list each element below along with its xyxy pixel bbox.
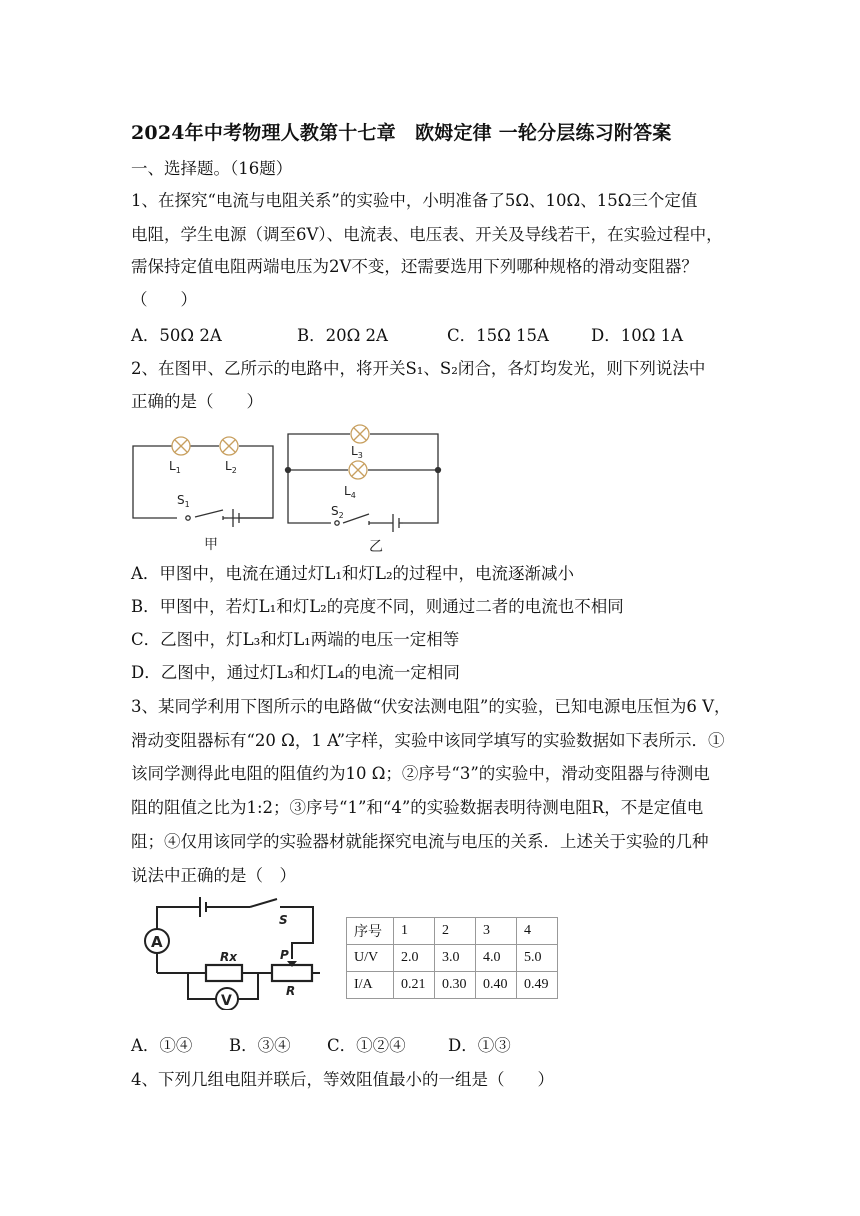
q3-options [131,1035,511,1057]
q2-circuit-figure [125,418,455,556]
voltmeter-icon [216,988,238,1010]
l1-label: L [169,459,176,473]
rx-resistor [206,965,242,981]
q3-option-b[interactable]: B．③④ [229,1036,291,1055]
q2-option-d[interactable]: D．乙图中，通过灯L₃和灯L₄的电流一定相同 [131,663,460,682]
q1-option-b[interactable]: B．20Ω 2A [297,326,388,345]
table-cell: 2 [435,918,476,945]
fig-caption-yi: 乙 [369,539,383,555]
q1-text-line: 1、在探究“电流与电阻关系”的实验中，小明准备了5Ω、10Ω、15Ω三个定值 [131,191,698,210]
table-cell: 5.0 [517,945,558,972]
p-label: P [280,948,289,962]
q3-text-line: 阻；④仅用该同学的实验器材就能探究电流与电压的关系．上述关于实验的几种 [131,832,709,851]
switch-label: S [279,913,288,927]
q3-option-c[interactable]: C．①②④ [327,1036,406,1055]
table-row [347,945,558,972]
svg-text:S1: $S_1$ [177,493,190,509]
table-cell: 4 [517,918,558,945]
table-cell: 序号 [347,918,394,945]
table-cell: 4.0 [476,945,517,972]
rx-label: Rx [220,950,237,964]
q1-option-d[interactable]: D．10Ω 1A [591,326,684,345]
table-cell: 0.40 [476,972,517,999]
ammeter-label: A [151,933,163,951]
lamp-l1-icon [172,437,190,455]
table-row [347,972,558,999]
r-label: R [286,984,296,998]
svg-text:L2: $L_2$ [225,459,237,475]
q3-option-d[interactable]: D．①③ [448,1036,511,1055]
q1-options [131,325,683,347]
section-heading: 一、选择题。（16题） [131,159,293,178]
table-cell: 0.21 [394,972,435,999]
svg-text:L3: $L_3$ [351,444,363,460]
page-title: 2024年中考物理人教第十七章 欧姆定律 一轮分层练习附答案 [131,122,672,144]
table-cell: 0.30 [435,972,476,999]
q3-circuit-figure [140,895,330,1010]
lamp-l2-icon [220,437,238,455]
ammeter-icon [145,929,169,953]
table-cell: 1 [394,918,435,945]
q2-text-line: 2、在图甲、乙所示的电路中，将开关S₁、S₂闭合，各灯均发光，则下列说法中 [131,359,706,378]
q1-text-line: 电阻，学生电源（调至6V）、电流表、电压表、开关及导线若干，在实验过程中， [131,225,723,244]
switch-lever [250,899,277,907]
yi-wire [288,434,350,523]
table-cell: U/V [347,945,394,972]
table-cell: 2.0 [394,945,435,972]
table-cell: 0.49 [517,972,558,999]
q2-option-a[interactable]: A．甲图中，电流在通过灯L₁和灯L₂的过程中，电流逐渐减小 [131,564,575,583]
q1-text-line: 需保持定值电阻两端电压为2V不变，还需要选用下列哪种规格的滑动变阻器？ [131,257,698,276]
q3-text-line: 该同学测得此电阻的阻值约为10 Ω；②序号“3”的实验中，滑动变阻器与待测电 [131,764,710,783]
q3-text-line: 阻的阻值之比为1:2；③序号“1”和“4”的实验数据表明待测电阻R，不是定值电 [131,798,704,817]
q3-option-a[interactable]: A．①④ [131,1036,193,1055]
l4-label: L [344,484,351,498]
jia-wire [133,446,177,518]
s2-label: S [331,504,339,518]
table-cell: 3.0 [435,945,476,972]
svg-text:L4: $L_4$ [344,484,356,500]
s1-label: S [177,493,185,507]
fig-caption-jia: 甲 [204,537,218,553]
q1-option-a[interactable]: A．50Ω 2A [131,326,222,345]
l3-label: L [351,444,358,458]
q3-text-line: 滑动变阻器标有“20 Ω，1 A”字样，实验中该同学填写的实验数据如下表所示．① [131,731,725,750]
q2-option-c[interactable]: C．乙图中，灯L₃和灯L₁两端的电压一定相等 [131,630,460,649]
svg-text:L1: $L_1$ [169,459,181,475]
data-table [346,917,558,999]
table-row [347,918,558,945]
q1-text-line: （ ） [131,290,197,309]
slider-resistor [272,965,312,981]
q3-text-line: 说法中正确的是（ ） [131,866,296,885]
q2-text-line: 正确的是（ ） [131,392,263,411]
lamp-l4-icon [349,461,367,479]
q4-text-line: 4、下列几组电阻并联后，等效阻值最小的一组是（ ） [131,1070,554,1089]
q1-option-c[interactable]: C．15Ω 15A [447,326,549,345]
l2-label: L [225,459,232,473]
table-cell: 3 [476,918,517,945]
q3-text-line: 3、某同学利用下图所示的电路做“伏安法测电阻”的实验，已知电源电压恒为6 V， [131,697,731,716]
lamp-l3-icon [351,425,369,443]
table-cell: I/A [347,972,394,999]
voltmeter-label: V [221,993,232,1009]
svg-text:S2: $S_2$ [331,504,344,520]
q2-option-b[interactable]: B．甲图中，若灯L₁和灯L₂的亮度不同，则通过二者的电流也不相同 [131,597,624,616]
